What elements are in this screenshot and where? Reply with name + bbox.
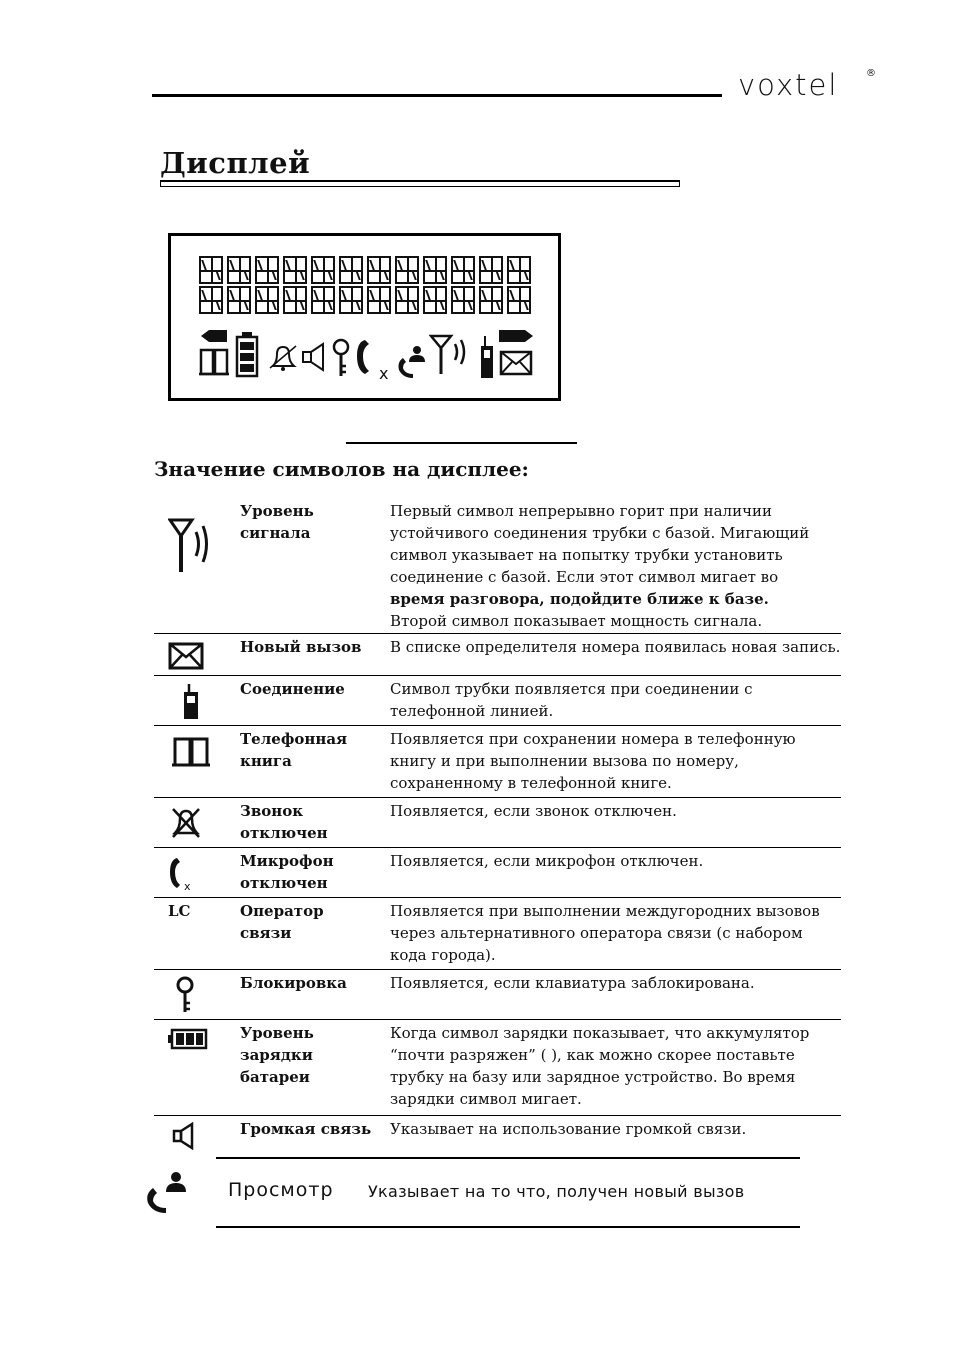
symbol-description <box>390 1116 841 1156</box>
desc-line: книгу и при выполнении вызова по номеру, <box>390 752 739 770</box>
desc-line: Когда символ зарядки показывает, что аккумулятор <box>390 1024 810 1042</box>
symbol-name: Звонок отключен <box>240 802 328 842</box>
desc-line: через альтернативного оператора связи (с набором <box>390 924 803 942</box>
lcd-segment-cell <box>479 286 503 314</box>
bell-off-icon <box>170 806 202 840</box>
lcd-segment-cell <box>395 286 419 314</box>
desc-line: В списке определителя номера появилась новая запись. <box>390 638 841 656</box>
lcd-segment-cell <box>479 256 503 284</box>
lcd-segment-cell <box>199 286 223 314</box>
desc-line: Появляется при сохранении номера в телефонную <box>390 730 796 748</box>
lcd-segment-cell <box>507 286 531 314</box>
table-row <box>154 726 841 798</box>
symbol-description <box>390 726 841 797</box>
phonebook-icon <box>172 736 210 768</box>
desc-line: Символ трубки появляется при соединении с <box>390 680 753 698</box>
table-row <box>154 1116 841 1156</box>
desc-line: Появляется, если клавиатура заблокирована. <box>390 974 755 992</box>
mic-off-icon <box>168 856 194 892</box>
desc-line: Второй символ показывает мощность сигнала. <box>390 612 763 630</box>
table-row <box>154 970 841 1020</box>
lcd-segment-cell <box>367 286 391 314</box>
lcd-segment-cell <box>283 256 307 284</box>
lcd-display <box>168 233 561 401</box>
section-separator <box>346 442 577 444</box>
lcd-segment-cell <box>451 256 475 284</box>
desc-line: Появляется при выполнении междугородних вызовов <box>390 902 820 920</box>
symbol-description <box>390 1020 841 1115</box>
envelope-icon <box>168 642 204 670</box>
lcd-segment-cell <box>311 286 335 314</box>
desc-line: Появляется, если звонок отключен. <box>390 802 677 820</box>
table-row <box>154 676 841 726</box>
symbol-name: Уровень сигнала <box>240 502 314 542</box>
desc-line: Появляется, если микрофон отключен. <box>390 852 704 870</box>
battery-icon <box>168 1028 208 1050</box>
lcd-segment-cell <box>423 286 447 314</box>
lcd-icon-row <box>197 328 542 388</box>
battery-icon <box>235 332 259 378</box>
brand-registered-mark: ® <box>866 68 876 79</box>
lcd-segment-cell <box>423 256 447 284</box>
header-rule <box>152 94 722 97</box>
signal-antenna-icon <box>429 334 473 376</box>
caller-view-icon <box>397 344 429 380</box>
desc-line: символ указывает на попытку трубки установить <box>390 546 783 564</box>
symbol-name: Соединение <box>240 680 345 698</box>
mute-x-mark: x <box>379 364 389 383</box>
lcd-segment-cell <box>227 256 251 284</box>
lcd-segment-cell <box>451 286 475 314</box>
table-row <box>154 848 841 898</box>
desc-line: трубку на базу или зарядное устройство. Во время <box>390 1068 796 1086</box>
lcd-segment-row-1 <box>199 256 531 284</box>
lcd-segment-cell <box>367 256 391 284</box>
desc-line: “почти разряжен” ( ), как можно скорее поставьте <box>390 1046 795 1064</box>
brand-logo: voxtel <box>738 68 839 102</box>
key-lock-icon <box>331 338 351 378</box>
lcd-segment-cell <box>395 256 419 284</box>
symbol-name: Блокировка <box>240 974 347 992</box>
lcd-segment-cell <box>255 286 279 314</box>
table-row <box>140 1170 840 1220</box>
desc-line: устойчивого соединения трубки с базой. Мигающий <box>390 524 810 542</box>
lcd-segment-cell <box>283 286 307 314</box>
bell-icon <box>267 342 297 372</box>
key-lock-icon <box>174 976 196 1014</box>
table-row <box>154 498 841 634</box>
symbol-description <box>390 848 841 897</box>
lcd-segment-cell <box>507 256 531 284</box>
title-rule <box>160 180 680 187</box>
svg-text:x: x <box>184 880 191 892</box>
page-title: Дисплей <box>160 146 311 180</box>
lcd-segment-cell <box>311 256 335 284</box>
envelope-icon <box>499 350 533 376</box>
arrow-left-icon <box>201 330 227 342</box>
table-row <box>154 798 841 848</box>
section-title: Значение символов на дисплее: <box>154 457 529 481</box>
table-row <box>154 898 841 970</box>
speaker-icon <box>172 1122 196 1150</box>
symbol-name: Просмотр <box>228 1179 334 1201</box>
desc-line: Первый символ непрерывно горит при наличии <box>390 502 772 520</box>
symbol-description <box>390 676 841 725</box>
handset-icon <box>182 684 200 720</box>
symbol-name: Громкая связь <box>240 1120 372 1138</box>
symbol-name: Новый вызов <box>240 638 362 656</box>
arrow-right-icon <box>499 330 533 342</box>
lcd-segment-cell <box>199 256 223 284</box>
symbol-name: Микрофон отключен <box>240 852 334 892</box>
desc-line: сохраненному в телефонной книге. <box>390 774 672 792</box>
desc-line: Указывает на использование громкой связи. <box>390 1120 747 1138</box>
desc-line: зарядки символ мигает. <box>390 1090 582 1108</box>
table-rule <box>216 1226 800 1228</box>
table-row <box>154 1020 841 1116</box>
lcd-segment-cell <box>339 286 363 314</box>
speaker-icon <box>301 342 327 372</box>
lcd-segment-cell <box>339 256 363 284</box>
signal-antenna-icon <box>168 518 212 574</box>
desc-line: соединение с базой. Если этот символ мигает во <box>390 568 779 586</box>
symbols-table <box>154 498 841 1156</box>
lcd-segment-cell <box>255 256 279 284</box>
symbol-name: Оператор связи <box>240 902 324 942</box>
handset-icon <box>479 336 495 380</box>
symbol-description <box>390 970 841 1019</box>
lc-text-icon: LC <box>168 902 191 920</box>
table-row <box>154 634 841 676</box>
lcd-segment-cell <box>227 286 251 314</box>
lcd-segment-row-2 <box>199 286 531 314</box>
table-rule <box>216 1157 800 1159</box>
symbol-description: Указывает на то что, получен новый вызов <box>368 1182 745 1201</box>
symbol-description <box>390 798 841 847</box>
caller-view-icon <box>144 1170 190 1216</box>
desc-line: телефонной линией. <box>390 702 554 720</box>
symbol-description <box>390 898 841 969</box>
symbol-description <box>390 634 841 675</box>
desc-line: время разговора, подойдите ближе к базе. <box>390 590 769 608</box>
symbol-name: Уровень зарядки батареи <box>240 1024 314 1086</box>
symbol-description <box>390 498 841 633</box>
phonebook-icon <box>199 346 229 376</box>
mic-off-icon <box>355 338 377 378</box>
desc-line: кода города). <box>390 946 496 964</box>
symbol-name: Телефонная книга <box>240 730 348 770</box>
